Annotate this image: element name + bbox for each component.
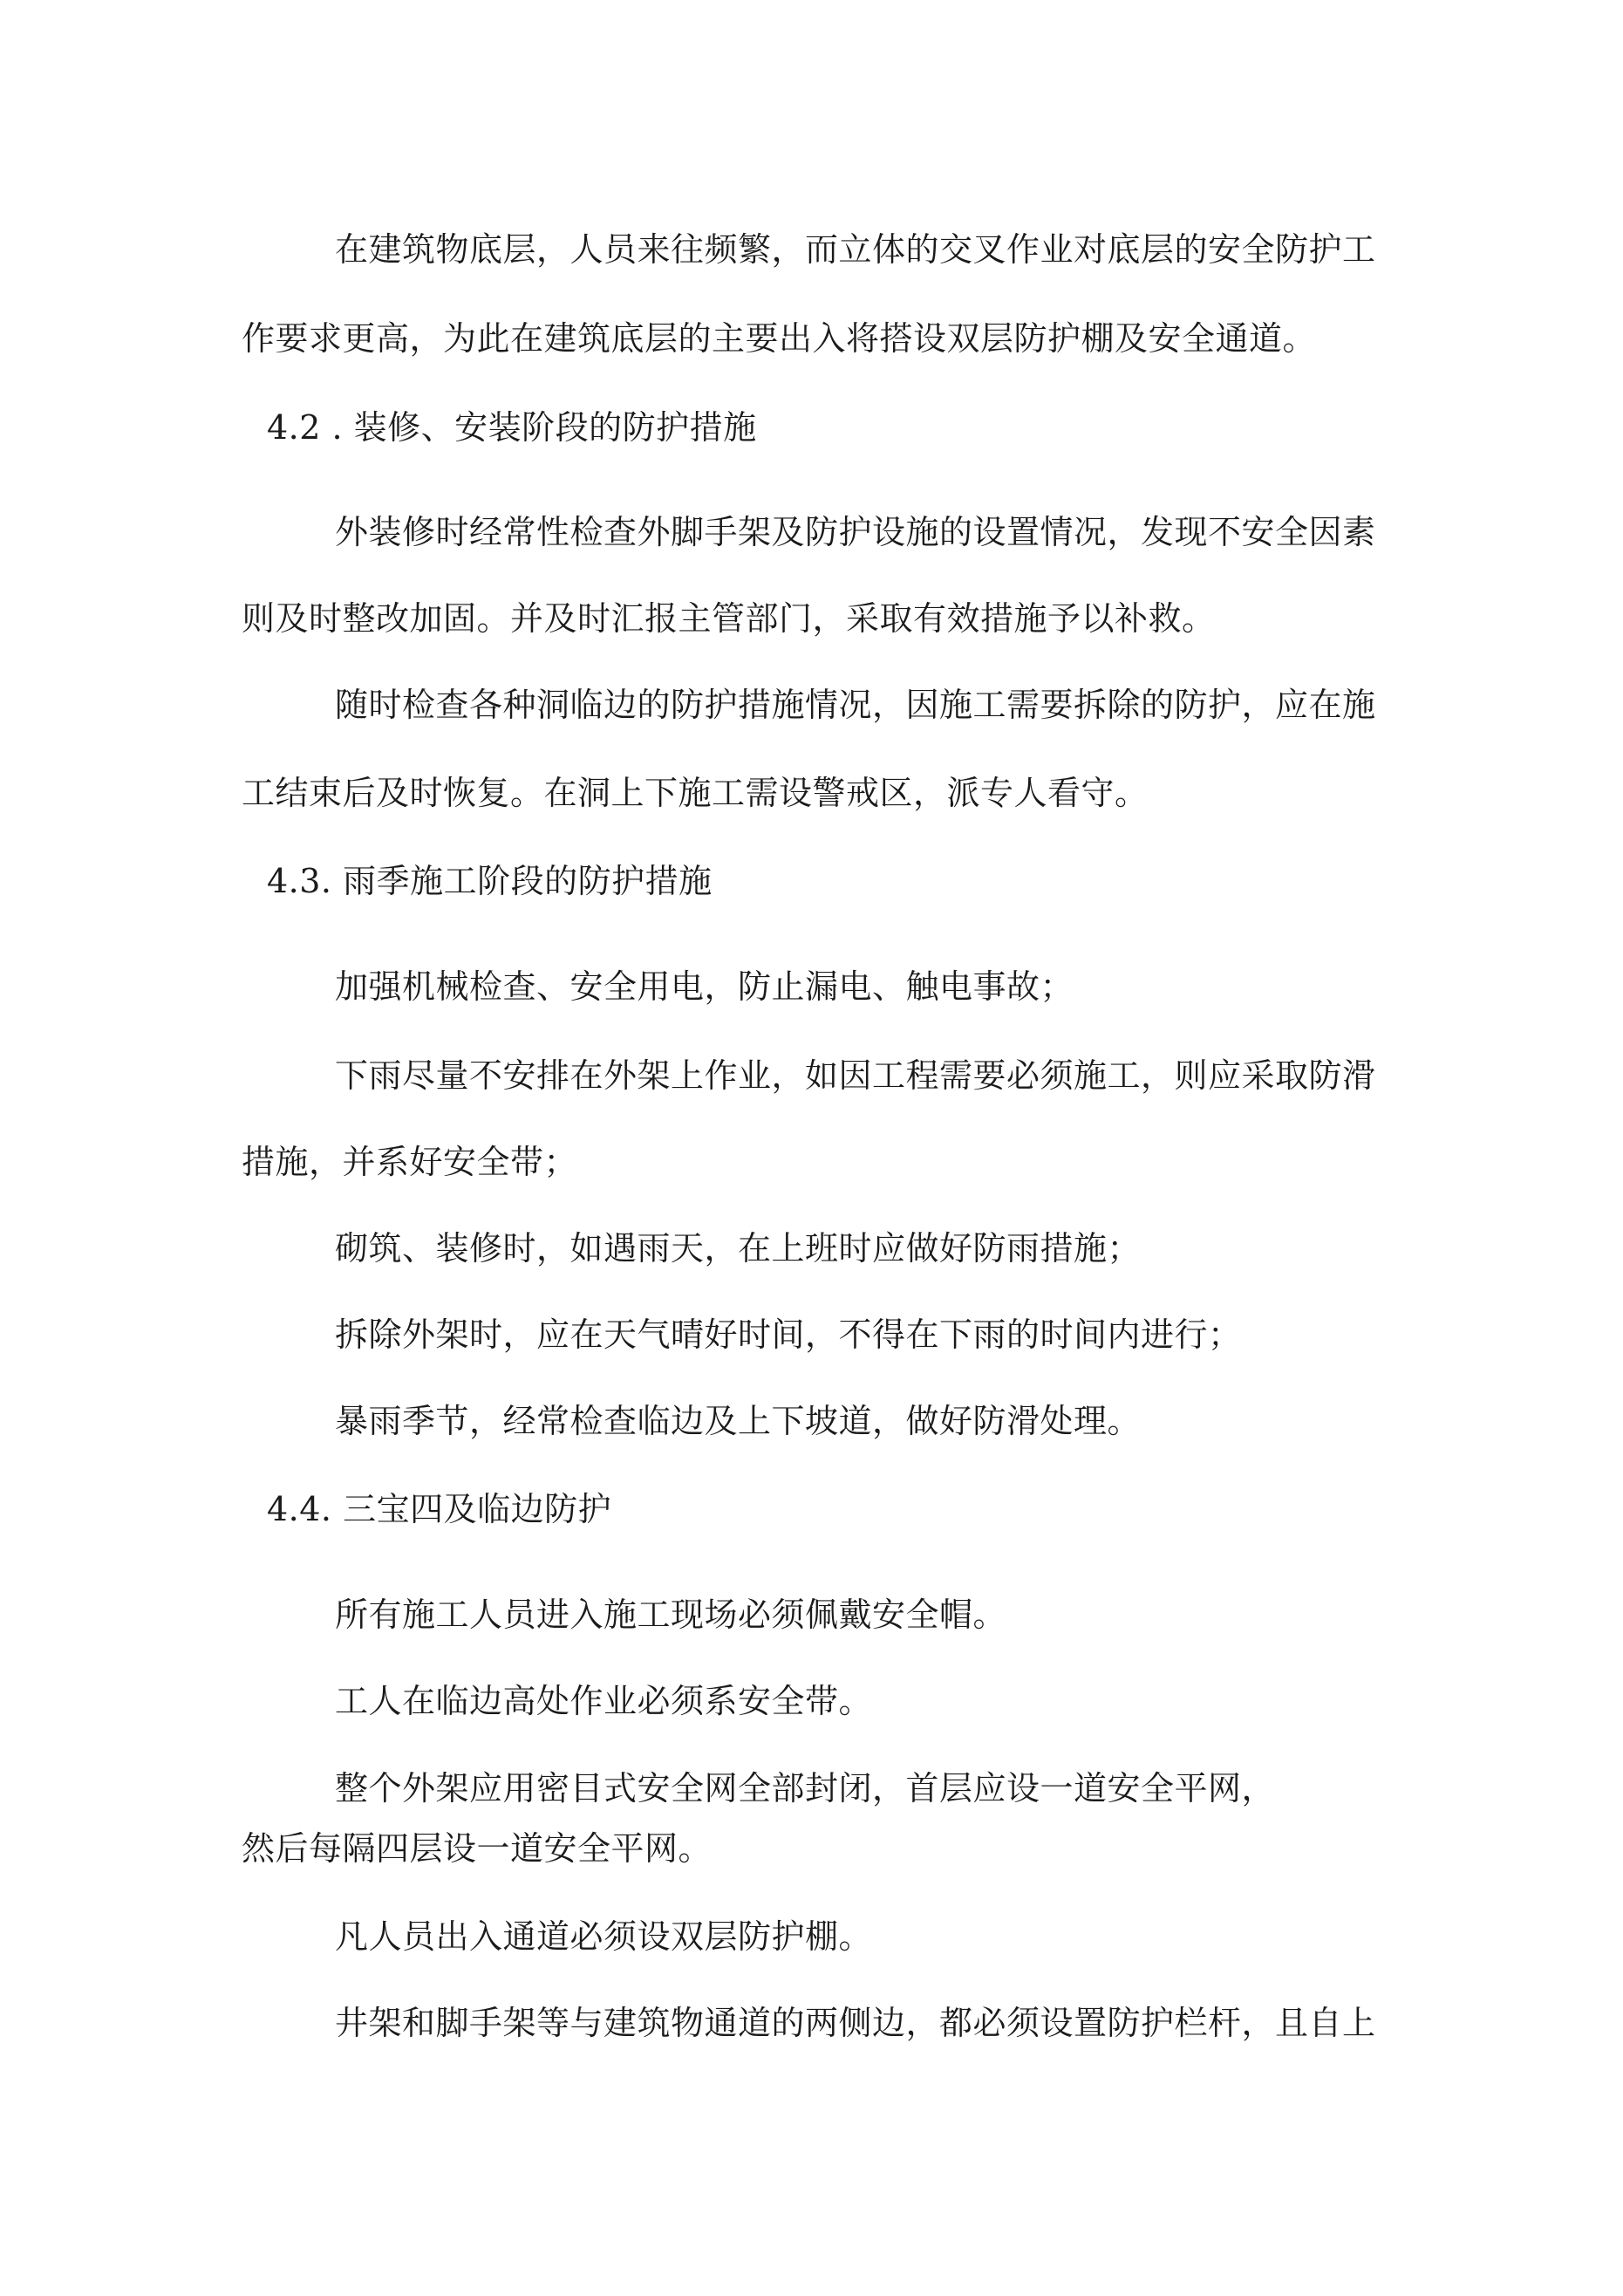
paragraph-line: 措施，并系好安全带；: [242, 1143, 578, 1181]
paragraph-line: 则及时整改加固。并及时汇报主管部门，采取有效措施予以补救。: [242, 599, 1216, 638]
paragraph-line: 在建筑物底层，人员来往频繁，而立体的交叉作业对底层的安全防护工: [335, 230, 1376, 269]
paragraph-line: 所有施工人员进入施工现场必须佩戴安全帽。: [335, 1596, 1007, 1634]
section-heading: 4.4. 三宝四及临边防护: [267, 1490, 612, 1528]
paragraph-line: 井架和脚手架等与建筑物通道的两侧边，都必须设置防护栏杆，且自上: [335, 2004, 1376, 2042]
paragraph-line: 暴雨季节，经常检查临边及上下坡道，做好防滑处理。: [335, 1402, 1142, 1440]
paragraph-line: 加强机械检查、安全用电，防止漏电、触电事故；: [335, 967, 1074, 1006]
section-heading: 4.2 . 装修、安装阶段的防护措施: [267, 408, 757, 447]
paragraph-line: 下雨尽量不安排在外架上作业，如因工程需要必须施工，则应采取防滑: [335, 1056, 1376, 1095]
paragraph-line: 然后每隔四层设一道安全平网。: [242, 1829, 713, 1868]
paragraph-line: 外装修时经常性检查外脚手架及防护设施的设置情况，发现不安全因素: [335, 513, 1376, 551]
paragraph-line: 作要求更高，为此在建筑底层的主要出入将搭设双层防护棚及安全通道。: [242, 319, 1317, 358]
paragraph-line: 拆除外架时，应在天气晴好时间，不得在下雨的时间内进行；: [335, 1315, 1242, 1354]
paragraph-line: 凡人员出入通道必须设双层防护棚。: [335, 1917, 873, 1956]
paragraph-line: 工人在临边高处作业必须系安全带。: [335, 1682, 873, 1720]
paragraph-line: 砌筑、装修时，如遇雨天，在上班时应做好防雨措施；: [335, 1229, 1142, 1268]
paragraph-line: 工结束后及时恢复。在洞上下施工需设警戒区，派专人看守。: [242, 774, 1149, 812]
paragraph-line: 随时检查各种洞临边的防护措施情况，因施工需要拆除的防护，应在施: [335, 686, 1376, 724]
paragraph-line: 整个外架应用密目式安全网全部封闭，首层应设一道安全平网，: [335, 1769, 1276, 1807]
section-heading: 4.3. 雨季施工阶段的防护措施: [267, 862, 713, 900]
